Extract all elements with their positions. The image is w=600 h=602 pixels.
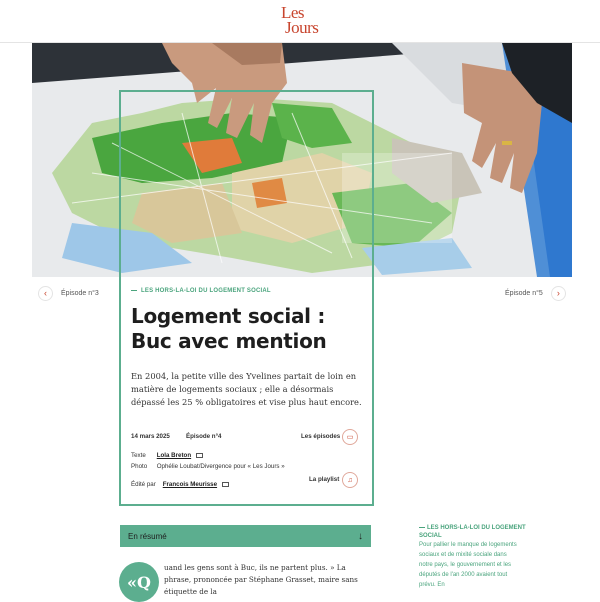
episode-number-value: Épisode n°4 [186,433,222,440]
chevron-left-icon: ‹ [38,286,53,301]
episode-number [186,433,221,440]
episodes-list-icon[interactable]: ▭ [342,429,358,445]
kicker-dash [131,290,137,291]
editor-link[interactable]: Francois Meurisse [162,481,218,488]
series-kicker[interactable] [131,288,271,294]
previous-episode-label: Épisode n°3 [61,289,99,297]
author-line [131,452,203,459]
envelope-icon[interactable] [222,482,229,487]
summary-label: En résumé [128,531,167,541]
sidebar-series-kicker[interactable] [419,524,529,540]
logo-line-2: Jours [285,18,319,37]
publication-date [131,433,170,440]
photo-credit-value: Ophélie Loubat/Divergence pour « Les Jours » [156,463,285,470]
article-card-frame [119,90,374,506]
photo-credit-line [131,463,291,471]
summary-toggle[interactable] [120,525,371,547]
logo-line-1: Les [281,3,305,22]
sidebar-series-kicker-label: LES HORS-LA-LOI DU LOGEMENT SOCIAL [419,525,526,539]
site-header [0,0,600,43]
editor-label: Édité par [131,481,156,488]
previous-episode-link[interactable] [38,285,99,301]
sidebar-series-description: Pour pallier le manque de logements sociaux et de mixité sociale dans notre pays, le gouvernement et les députés de l'an 2000 avaient tout prévu. En [419,542,517,588]
chevron-right-icon: › [551,286,566,301]
article-body-paragraph: uand les gens sont à Buc, ils ne partent plus. » La phrase, prononcée par Stéphane Grasset, maire sans étiquette de la [164,563,358,596]
envelope-icon[interactable] [196,453,203,458]
playlist-link[interactable] [309,476,339,483]
episodes-link[interactable] [301,433,340,440]
author-line-label: Texte [131,452,146,459]
photo-credit-label: Photo [131,463,148,470]
playlist-link-label: La playlist [309,476,340,483]
next-episode-label: Épisode n°5 [505,289,543,297]
publication-date-value: 14 mars 2025 [131,433,170,440]
music-note-icon[interactable]: ♫ [342,472,358,488]
author-link[interactable]: Lola Breton [156,452,192,459]
kicker-dash [419,527,425,528]
series-kicker-label: LES HORS-LA-LOI DU LOGEMENT SOCIAL [141,288,271,294]
next-episode-link[interactable] [505,285,566,301]
editor-line [131,481,229,488]
episodes-link-label: Les épisodes [301,433,341,440]
article-lede: En 2004, la petite ville des Yvelines partait de loin en matière de logements sociaux ; elle a désormais dépassé les 25 % obligatoires et vise plus haut encore. [131,371,362,407]
article-title: Logement social : Buc avec mention [131,304,327,353]
site-logo[interactable] [279,3,325,39]
arrow-down-icon: ↓ [358,530,363,542]
quote-initial-icon: «Q [119,562,159,602]
